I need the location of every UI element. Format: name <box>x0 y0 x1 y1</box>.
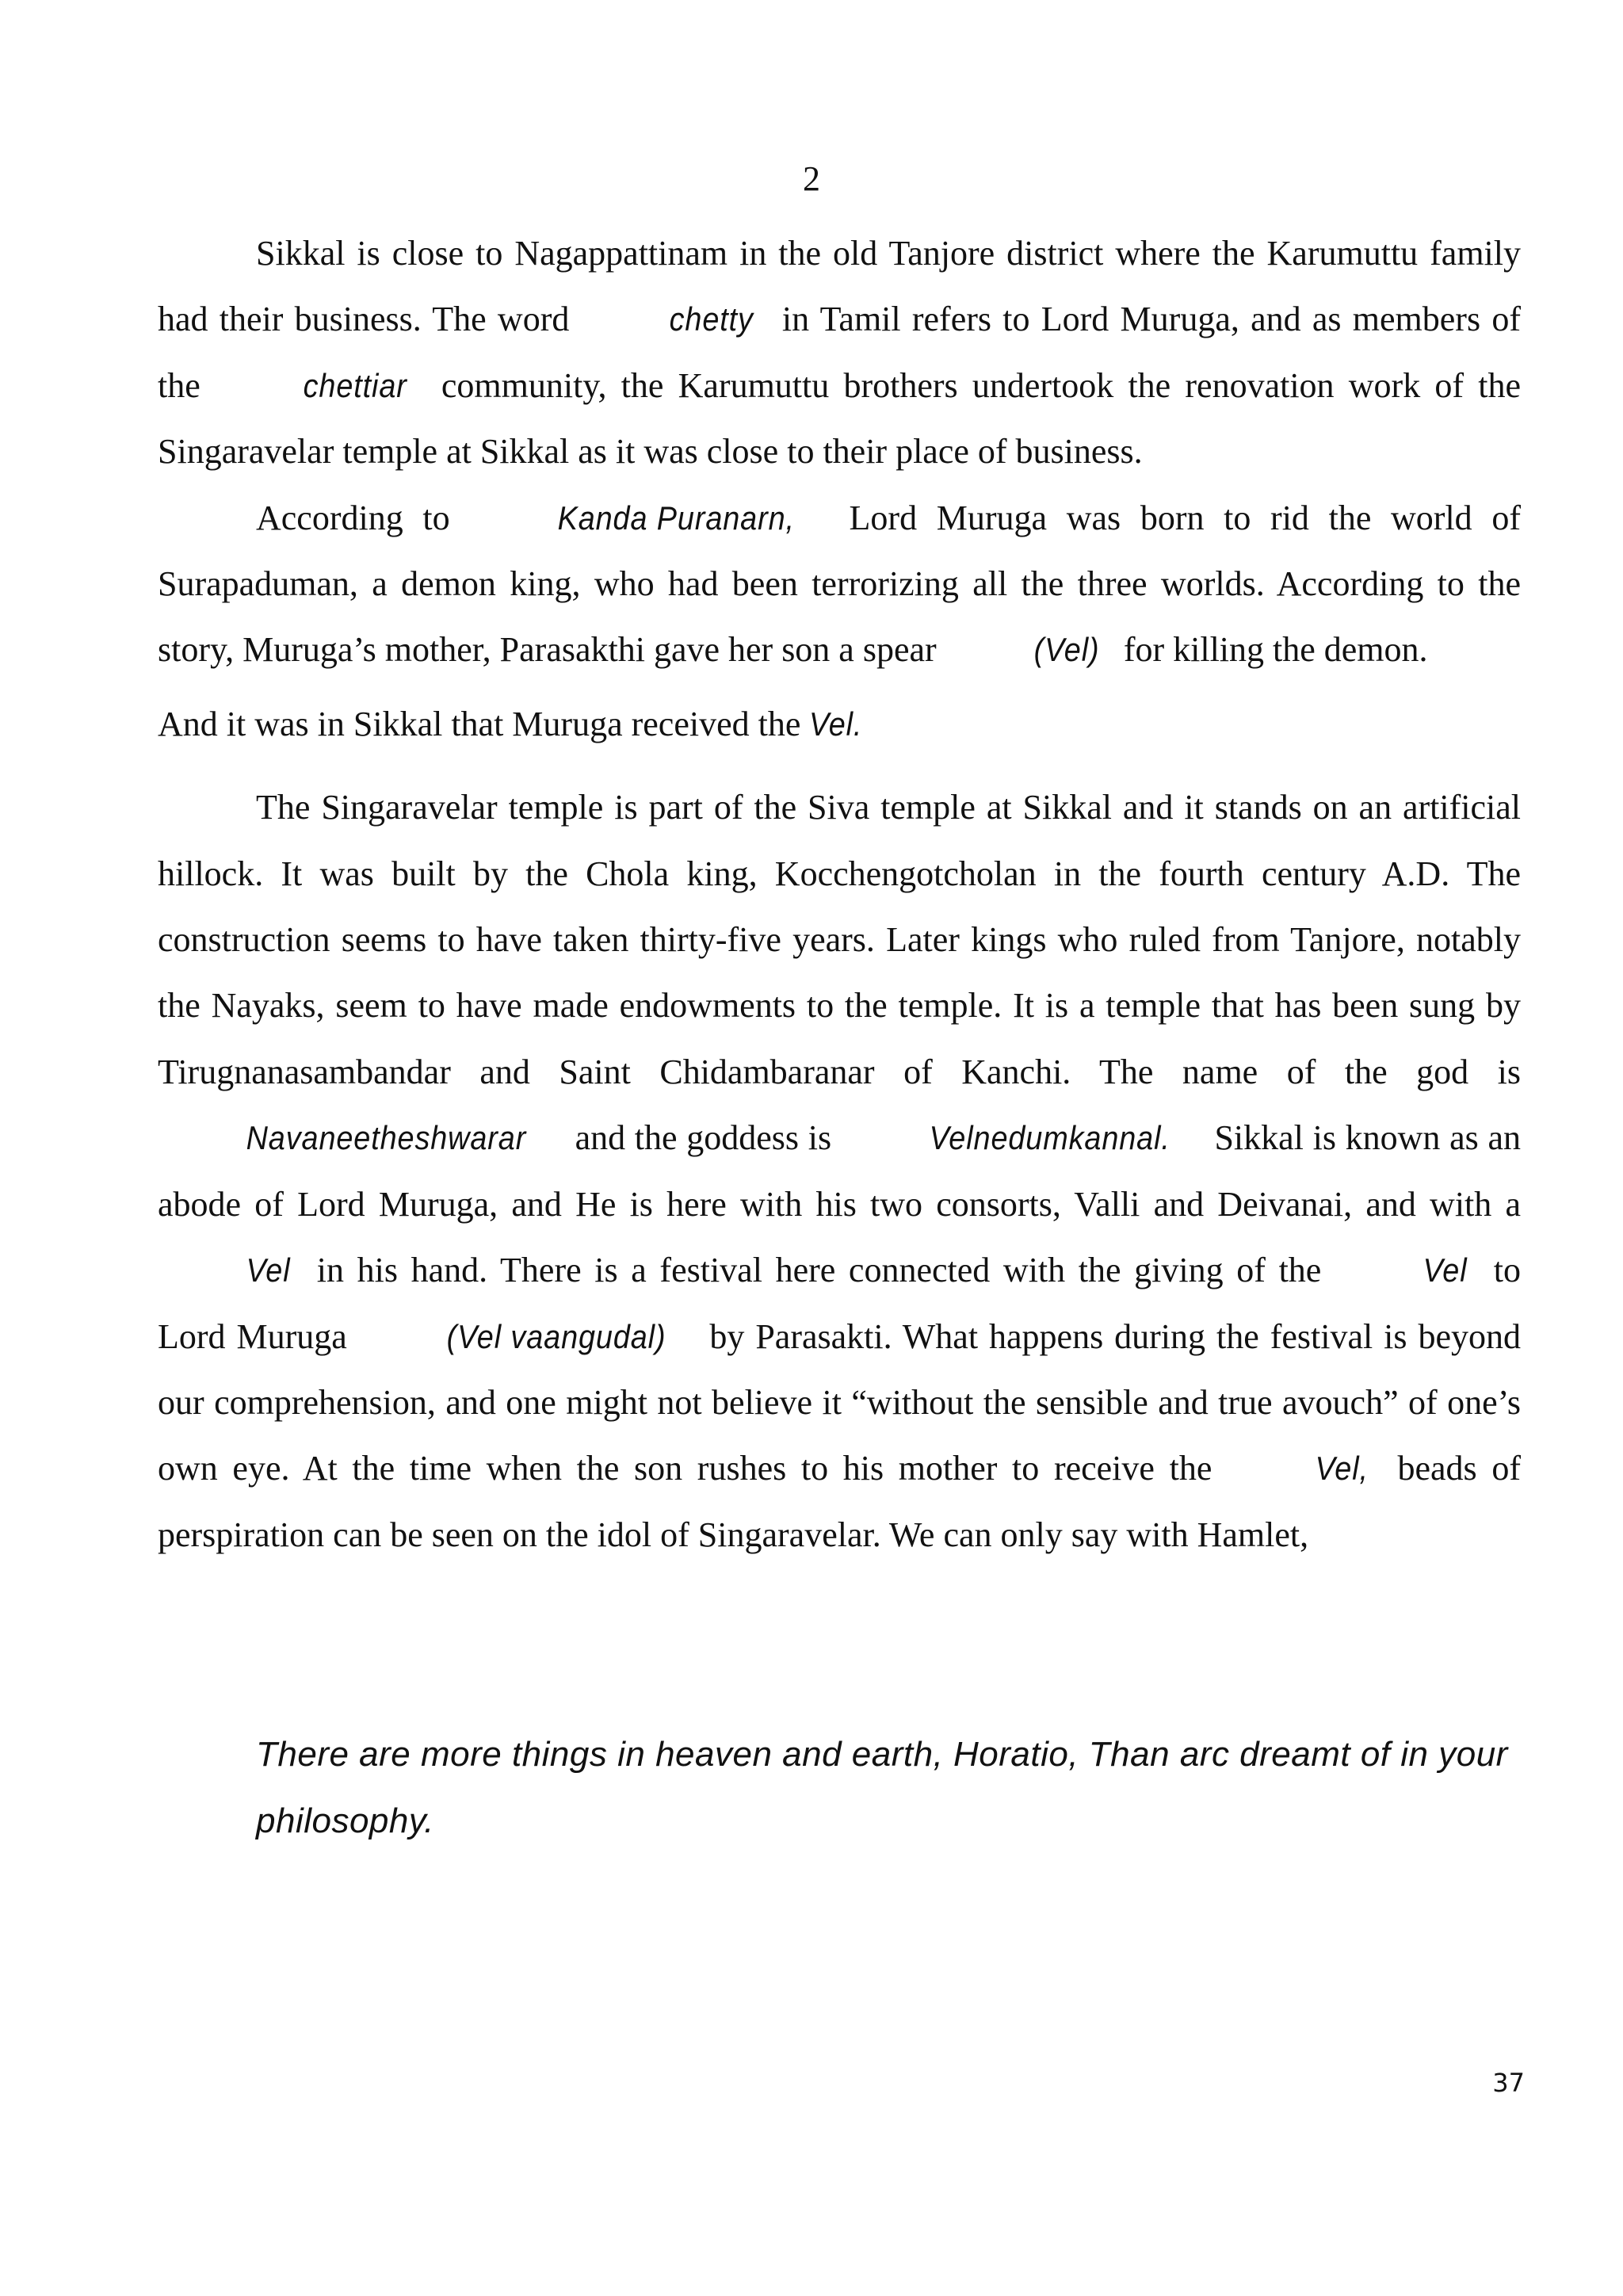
term-kanda-puranam: Kanda Puranarn, <box>557 499 796 537</box>
text-run: According to <box>256 498 470 537</box>
hamlet-quote: There are more things in heaven and earth, Horatio, Than arc dreamt of in your philosophy. <box>256 1735 1508 1840</box>
footer-page-number: 37 <box>1492 2068 1525 2098</box>
text-run: community, the Karumuttu brothers undertook the renovation work of the Singaravelar temple at Sikkal as it was close to their place of business. <box>158 365 1521 472</box>
term-vel: Vel. <box>809 705 863 743</box>
paragraph-sikkal-location <box>158 220 1521 485</box>
term-chettiar: chettiar <box>303 366 407 404</box>
term-vel-vaangudal: (Vel vaangudal) <box>446 1317 666 1355</box>
text-run: The Singaravelar temple is part of the Siva temple at Sikkal and it stands on an artificial hillock. It was built by the Chola king, Kocchengotcholan in the fourth century A.D. The construction seems to have taken thirty-five years. Later kings who ruled from Tanjore, notably the Nayaks, seem to have made endowments to the temple. It is a temple that has been sung by Tirugnanasambandar and Saint Chidambaranar of Kanchi. The name of the god is <box>158 788 1521 1091</box>
text-run: by Parasakti. What happens during the festival is beyond our comprehension, and one might not believe it “without the sensible and true avouch” of one’s own eye. At the time when the son rushes to his mother to receive the <box>158 1316 1522 1488</box>
term-chetty: chetty <box>669 300 754 338</box>
text-run: for killing the demon. <box>1114 630 1428 670</box>
paragraph-kanda-puranam <box>158 485 1521 683</box>
paragraph-vel-received <box>158 691 1521 757</box>
top-page-number: 2 <box>803 159 820 198</box>
text-run: Lord Muruga was born to rid the world of Surapaduman, a demon king, who had been terrorizing all the three worlds. According to the story, Muruga’s mother, Parasakthi gave her son a spear <box>158 498 1522 670</box>
paragraph-singaravelar-temple <box>158 774 1521 1568</box>
term-velnedumkannal: Velnedumkannal. <box>929 1119 1170 1157</box>
term-navaneetheshwarar: Navaneetheshwarar <box>246 1119 527 1157</box>
term-vel: Vel, <box>1315 1450 1369 1488</box>
text-run: and the goddess is <box>565 1118 841 1158</box>
text-run: in Tamil refers to Lord Muruga, and as members of the <box>158 300 1521 405</box>
term-vel: Vel <box>1423 1251 1468 1289</box>
text-run: And it was in Sikkal that Muruga received the <box>158 704 810 743</box>
text-run: in his hand. There is a festival here connected with the giving of the <box>304 1251 1335 1290</box>
term-vel: (Vel) <box>1033 631 1100 669</box>
text-run: Sikkal is known as an abode of Lord Muruga, and He is here with his two consorts, Valli and Deivanai, and with a <box>158 1118 1521 1224</box>
term-vel: Vel <box>246 1251 291 1289</box>
body-text <box>158 220 1521 1568</box>
text-run: Sikkal is close to Nagappattinam in the old Tanjore district where the Karumuttu family had their business. The word <box>158 234 1521 339</box>
text-run: to Lord Muruga <box>158 1251 1521 1356</box>
text-run: beads of perspiration can be seen on the idol of Singaravelar. We can only say with Hamlet, <box>158 1449 1521 1554</box>
